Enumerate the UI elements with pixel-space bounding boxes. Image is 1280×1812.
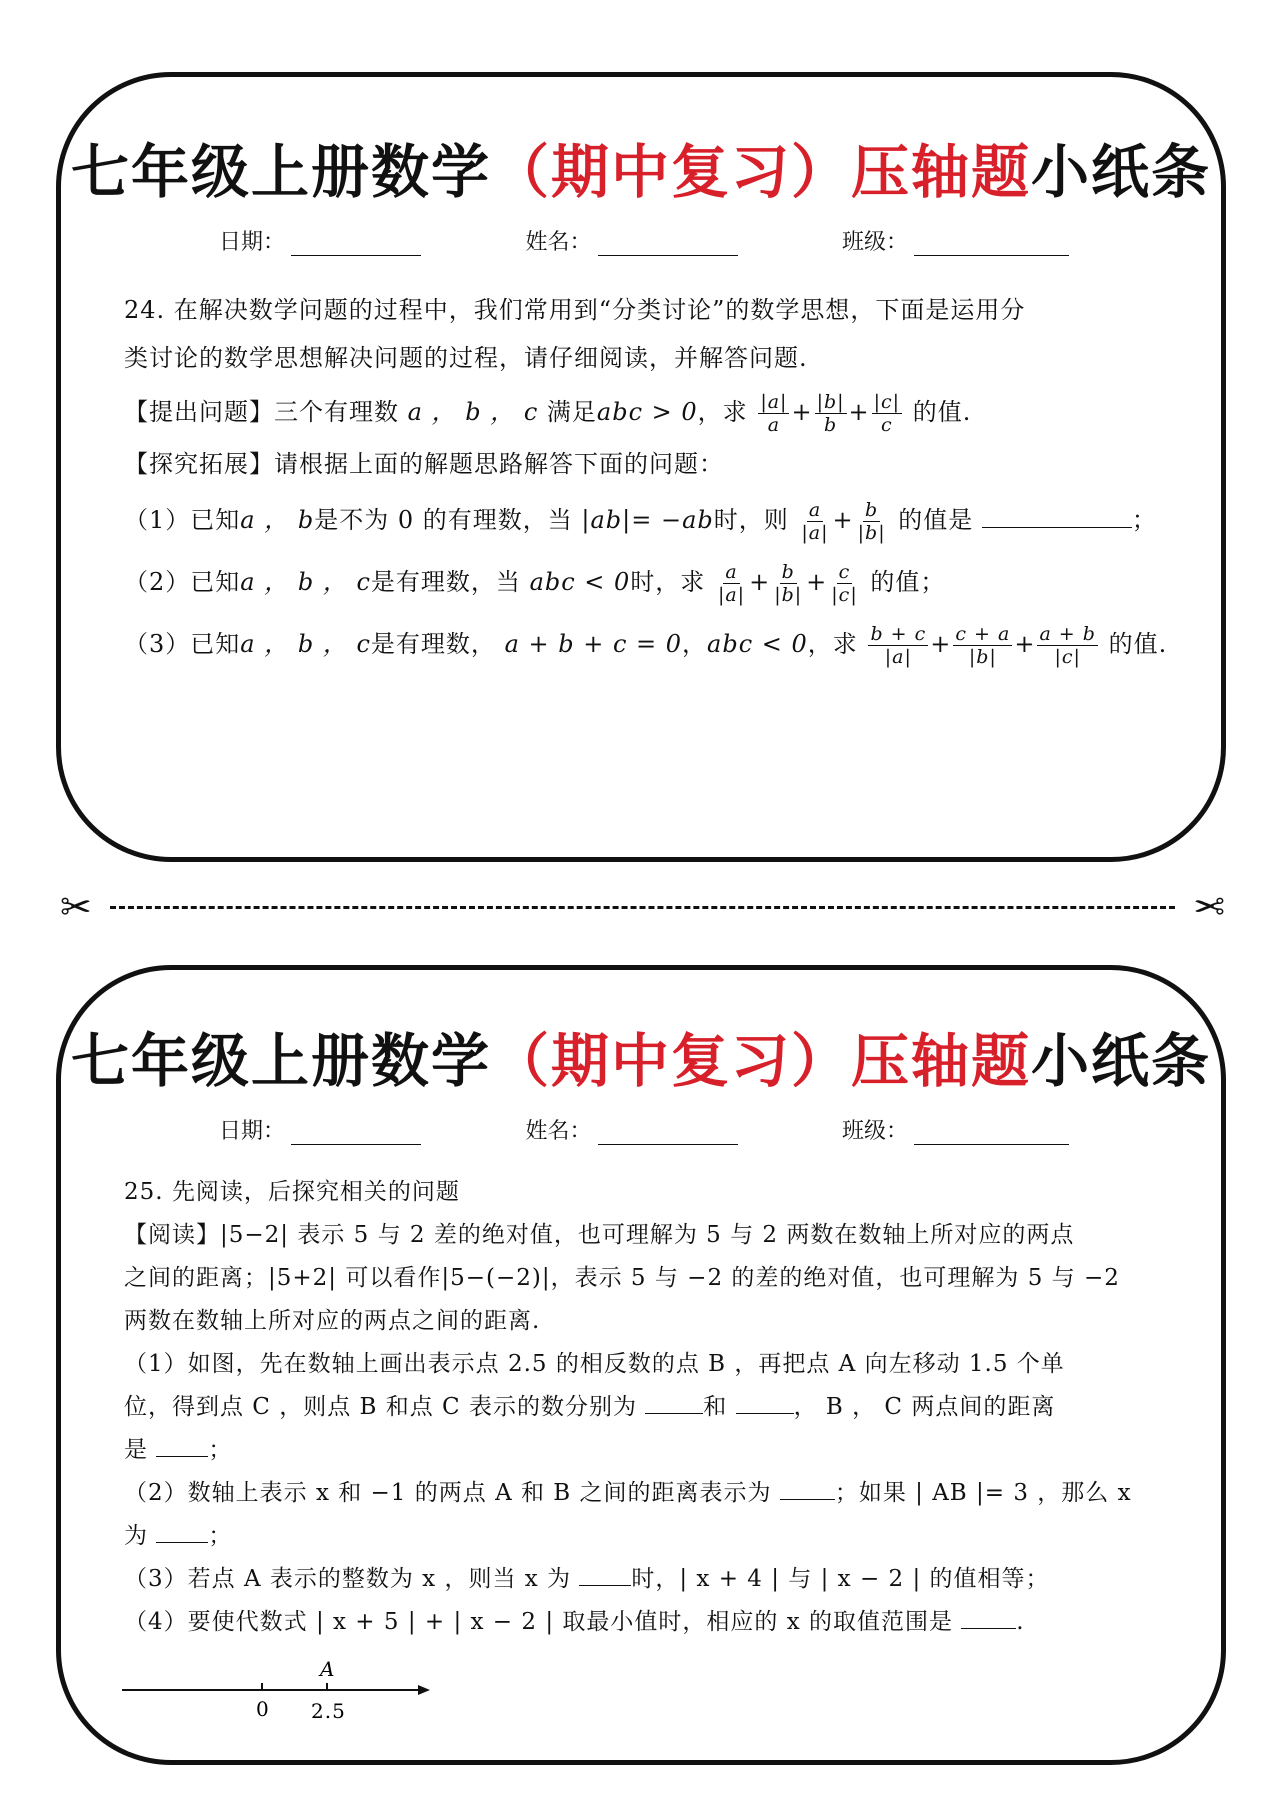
fraction: $\frac{|c|}{c}$ bbox=[873, 391, 901, 436]
scissors-icon: ✂ bbox=[1193, 885, 1225, 929]
q25-read-line2: 之间的距离；|5+2| 可以看作|5−(−2)|，表示 5 与 −2 的差的绝对值，也可理解为 5 与 −2 bbox=[124, 1265, 1120, 1291]
q24-intro-line1: 24. 在解决数学问题的过程中，我们常用到“分类讨论”的数学思想，下面是运用分 bbox=[124, 296, 1026, 324]
card-title: 七年级上册数学（期中复习）压轴题小纸条 bbox=[70, 1027, 1212, 1095]
answer-blank[interactable] bbox=[961, 1606, 1016, 1629]
answer-blank[interactable] bbox=[982, 505, 1132, 528]
fraction: $\frac{c + a}{|b|}$ bbox=[955, 623, 1011, 668]
note-card-2 bbox=[56, 965, 1226, 1765]
q25-part1-line2: 位，得到点 C ，则点 B 和点 C 表示的数分别为 和 ， B ， C 两点间的距离 bbox=[124, 1386, 1151, 1429]
name-field[interactable]: 姓名： bbox=[525, 225, 737, 256]
dashed-divider bbox=[110, 906, 1175, 909]
q25-read-line3: 两数在数轴上所对应的两点之间的距离. bbox=[124, 1308, 541, 1334]
axis-label-zero: 0 bbox=[256, 1697, 270, 1721]
card-title: 七年级上册数学（期中复习）压轴题小纸条 bbox=[70, 138, 1212, 206]
cut-line bbox=[60, 887, 1225, 927]
answer-blank[interactable] bbox=[156, 1520, 208, 1543]
answer-blank[interactable] bbox=[156, 1434, 208, 1457]
date-blank[interactable] bbox=[291, 235, 421, 256]
q25-read-line1: 【阅读】|5−2| 表示 5 与 2 差的绝对值，也可理解为 5 与 2 两数在数轴上所对应的两点 bbox=[124, 1222, 1075, 1248]
number-line-svg bbox=[122, 1654, 442, 1724]
q25-part4: （4）要使代数式 | x + 5 | + | x − 2 | 取最小值时，相应的 x 的取值范围是 . bbox=[124, 1601, 1151, 1644]
fraction: $\frac{b + c}{|a|}$ bbox=[870, 623, 927, 668]
question-24 bbox=[61, 286, 1221, 668]
name-blank[interactable] bbox=[598, 235, 738, 256]
q24-intro-line2: 类讨论的数学思想解决问题的过程，请仔细阅读，并解答问题. bbox=[124, 344, 808, 372]
point-a-label: A bbox=[320, 1657, 336, 1681]
note-card-1 bbox=[56, 72, 1226, 862]
axis-label-a-value: 2.5 bbox=[311, 1699, 346, 1723]
q24-part2: （2）已知a ， b ， c是有理数，当 abc < 0时，求 $\frac{a}{|a|}$ + $\frac{b}{|b|}$ + $\frac{c}{|c|}$ 的值； bbox=[124, 561, 946, 606]
fraction: $\frac{c}{|c|}$ bbox=[831, 561, 858, 606]
fraction: $\frac{b}{|b|}$ bbox=[774, 561, 803, 606]
answer-blank[interactable] bbox=[645, 1391, 703, 1414]
q24-pose: 【提出问题】三个有理数 a ， b ， c 满足abc > 0，求 $\frac{|a|}{a}$ + $\frac{|b|}{b}$ + $\frac{|c|}{c}$ 的值. bbox=[124, 391, 972, 436]
info-fields bbox=[61, 1114, 1221, 1145]
date-field[interactable]: 日期： bbox=[219, 225, 421, 256]
fraction: $\frac{|a|}{a}$ bbox=[760, 391, 788, 436]
info-fields bbox=[61, 225, 1221, 256]
q25-part2-line1: （2）数轴上表示 x 和 −1 的两点 A 和 B 之间的距离表示为 ；如果 | AB |= 3 ，那么 x bbox=[124, 1472, 1151, 1515]
q25-intro: 25. 先阅读，后探究相关的问题 bbox=[124, 1179, 460, 1205]
fraction: $\frac{b}{|b|}$ bbox=[857, 499, 886, 544]
name-field[interactable]: 姓名： bbox=[525, 1114, 737, 1145]
q25-part2-line2: 为 ； bbox=[124, 1515, 1151, 1558]
q24-explore: 【探究拓展】请根据上面的解题思路解答下面的问题： bbox=[124, 450, 724, 478]
q24-part1: （1）已知a ， b是不为 0 的有理数，当 |ab|= −ab时，则 $\frac{a}{|a|}$ + $\frac{b}{|b|}$ 的值是 ； bbox=[124, 499, 1157, 544]
fraction: $\frac{a}{|a|}$ bbox=[801, 499, 829, 544]
answer-blank[interactable] bbox=[736, 1391, 794, 1414]
class-blank[interactable] bbox=[914, 235, 1069, 256]
date-field[interactable]: 日期： bbox=[219, 1114, 421, 1145]
answer-blank[interactable] bbox=[780, 1477, 835, 1500]
class-blank[interactable] bbox=[914, 1124, 1069, 1145]
q25-part3: （3）若点 A 表示的整数为 x ，则当 x 为 时，| x + 4 | 与 | x − 2 | 的值相等； bbox=[124, 1558, 1151, 1601]
fraction: $\frac{a}{|a|}$ bbox=[717, 561, 746, 606]
axis-arrow-icon bbox=[418, 1685, 430, 1695]
q24-part3: （3）已知a ， b ， c是有理数， a + b + c = 0，abc < 0，求 $\frac{b + c}{|a|}$ + $\frac{c + a}{|b|}$ + $\frac{a + b}{|c|}$ 的值. bbox=[124, 623, 1168, 668]
answer-blank[interactable] bbox=[579, 1563, 631, 1586]
class-field[interactable]: 班级： bbox=[842, 225, 1069, 256]
fraction: $\frac{|b|}{b}$ bbox=[816, 391, 845, 436]
name-blank[interactable] bbox=[598, 1124, 738, 1145]
q25-part1-line1: （1）如图，先在数轴上画出表示点 2.5 的相反数的点 B ，再把点 A 向左移动 1.5 个单 bbox=[124, 1351, 1065, 1377]
fraction: $\frac{a + b}{|c|}$ bbox=[1039, 623, 1096, 668]
q25-part1-line3: 是 ； bbox=[124, 1429, 1151, 1472]
class-field[interactable]: 班级： bbox=[842, 1114, 1069, 1145]
question-25 bbox=[61, 1171, 1221, 1739]
date-blank[interactable] bbox=[291, 1124, 421, 1145]
number-line-figure bbox=[122, 1654, 1151, 1739]
scissors-icon: ✂ bbox=[60, 885, 92, 929]
